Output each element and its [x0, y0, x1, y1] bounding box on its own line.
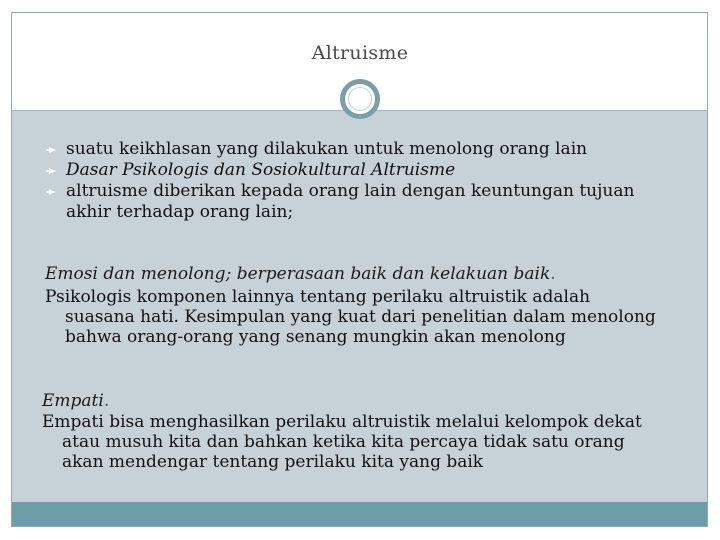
section-body-line: Psikologis komponen lainnya tentang perilaku altruistik adalah: [45, 287, 591, 307]
section-heading: [42, 391, 692, 411]
bullet-text: suatu keikhlasan yang dilakukan untuk menolong orang lain: [66, 139, 588, 159]
section-body-line: bahwa orang-orang yang senang mungkin akan menolong: [65, 327, 566, 347]
section-body-line: akan mendengar tentang perilaku kita yang baik: [62, 452, 484, 472]
section-heading-punct: .: [103, 391, 110, 411]
section-heading-text: Empati: [42, 391, 104, 411]
slide-title: Altruisme: [311, 42, 409, 64]
bullet-text: Dasar Psikologis dan Sosiokultural Altruisme: [66, 160, 456, 180]
arrow-bullet-icon: [46, 147, 60, 153]
bullet-text: altruisme diberikan kepada orang lain dengan keuntungan tujuan: [66, 181, 635, 201]
bullet-item: [46, 139, 686, 160]
bullet-item: [46, 160, 686, 181]
section-emosi: [45, 264, 695, 347]
footer-bar: [12, 502, 707, 526]
section-body-line: suasana hati. Kesimpulan yang kuat dari penelitian dalam menolong: [65, 307, 656, 327]
section-body-line: atau musuh kita dan bahkan ketika kita percaya tidak satu orang: [62, 432, 625, 452]
bullet-list: [46, 139, 686, 223]
section-heading-punct: .: [550, 264, 556, 284]
arrow-bullet-icon: [46, 189, 60, 195]
bullet-text-continuation: akhir terhadap orang lain;: [66, 202, 294, 222]
section-body-line: Empati bisa menghasilkan perilaku altruistik melalui kelompok dekat: [42, 412, 642, 432]
section-heading: [45, 264, 695, 284]
section-empati: [42, 391, 692, 472]
bullet-item: [46, 181, 686, 223]
arrow-bullet-icon: [46, 168, 60, 174]
circle-ornament-icon: [340, 79, 380, 119]
section-heading-text: Emosi dan menolong; berperasaan baik dan kelakuan baik: [45, 264, 551, 284]
